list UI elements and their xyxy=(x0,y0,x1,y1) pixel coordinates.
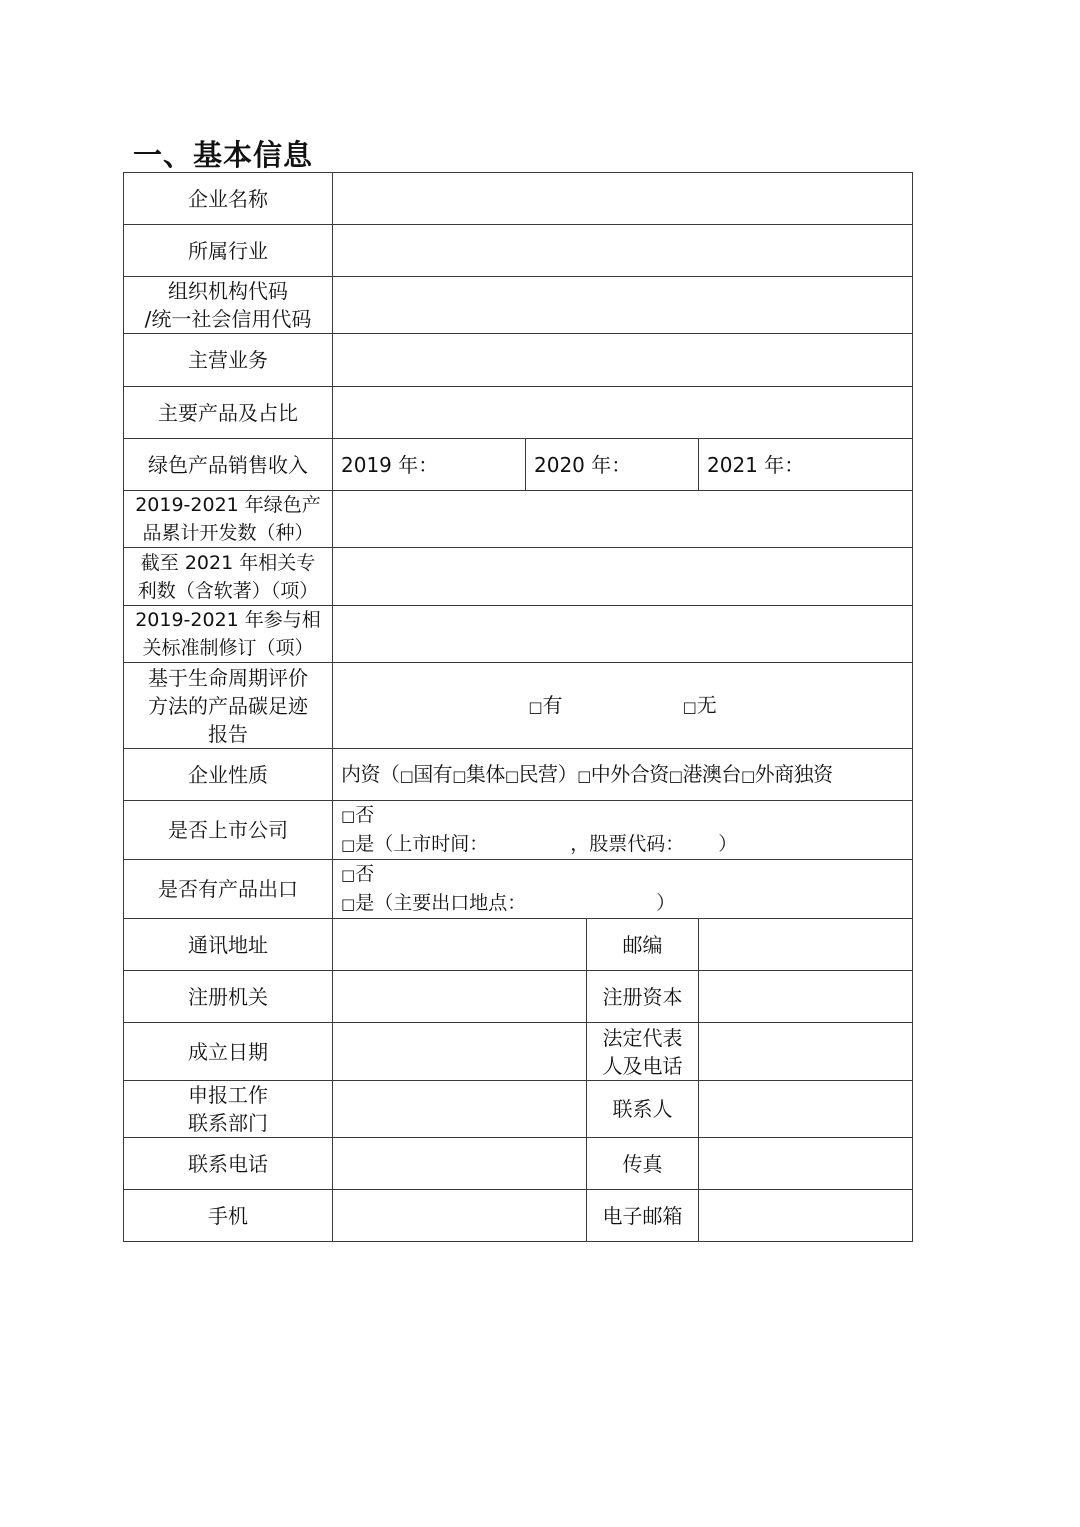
standards-field[interactable] xyxy=(333,606,913,663)
main-business-label: 主营业务 xyxy=(124,334,333,387)
patents-label-line1: 截至 2021 年相关专 xyxy=(140,551,316,574)
dept-label xyxy=(124,1081,333,1138)
checkbox-icon[interactable]: □ xyxy=(399,766,414,785)
phone-label: 联系电话 xyxy=(124,1138,333,1190)
nature-label: 企业性质 xyxy=(124,749,333,801)
row-green-sales xyxy=(124,439,913,491)
nature-jv-label: 中外合资 xyxy=(590,761,669,786)
main-business-field[interactable] xyxy=(333,334,913,387)
listed-label: 是否上市公司 xyxy=(124,801,333,860)
dept-label-line1: 申报工作 xyxy=(188,1083,268,1107)
fax-label: 传真 xyxy=(587,1138,699,1190)
standards-label-line2: 关标准制修订（项） xyxy=(142,637,314,659)
mobile-field[interactable] xyxy=(333,1190,587,1242)
patents-label-line2: 利数（含软著）（项） xyxy=(137,579,319,602)
checkbox-icon[interactable]: □ xyxy=(341,807,356,825)
postcode-label: 邮编 xyxy=(587,919,699,971)
org-code-label-line1: 组织机构代码 xyxy=(168,279,288,303)
postcode-field[interactable] xyxy=(699,919,913,971)
row-patents xyxy=(124,548,913,606)
row-mobile xyxy=(124,1190,913,1242)
checkbox-icon[interactable]: □ xyxy=(668,766,683,785)
row-standards xyxy=(124,606,913,663)
green-sales-2019-field[interactable]: 2019 年： xyxy=(333,439,526,491)
row-nature xyxy=(124,749,913,801)
nature-hmt-label: 港澳台 xyxy=(682,761,741,786)
row-registration xyxy=(124,971,913,1023)
checkbox-icon[interactable]: □ xyxy=(740,766,755,785)
stock-code-label: ，股票代码： xyxy=(570,833,685,855)
address-field[interactable] xyxy=(333,919,587,971)
company-name-field[interactable] xyxy=(333,173,913,225)
row-dept xyxy=(124,1081,913,1138)
reg-capital-field[interactable] xyxy=(699,971,913,1023)
mobile-label: 手机 xyxy=(124,1190,333,1242)
founded-label: 成立日期 xyxy=(124,1023,333,1081)
row-main-business xyxy=(124,334,913,387)
export-close-paren: ） xyxy=(656,892,676,914)
row-founded xyxy=(124,1023,913,1081)
row-company-name xyxy=(124,173,913,225)
checkbox-icon[interactable]: □ xyxy=(341,866,356,884)
nature-options xyxy=(333,749,913,801)
dept-field[interactable] xyxy=(333,1081,587,1138)
row-org-code xyxy=(124,277,913,334)
checkbox-icon[interactable]: □ xyxy=(452,766,466,785)
carbon-label-line3: 报告 xyxy=(208,721,248,746)
checkbox-icon[interactable]: □ xyxy=(577,766,591,785)
green-sales-2021-field[interactable]: 2021 年： xyxy=(699,439,913,491)
green-dev-label-line1: 2019-2021 年绿色产 xyxy=(135,494,321,516)
checkbox-icon[interactable]: □ xyxy=(528,697,543,716)
carbon-label xyxy=(124,663,333,749)
carbon-options xyxy=(333,663,913,749)
reg-authority-label: 注册机关 xyxy=(124,971,333,1023)
row-green-dev xyxy=(124,491,913,548)
nature-collective-label: 集体 xyxy=(465,761,505,786)
email-field[interactable] xyxy=(699,1190,913,1242)
reg-capital-label: 注册资本 xyxy=(587,971,699,1023)
standards-label xyxy=(124,606,333,663)
green-dev-label-line2: 品累计开发数（种） xyxy=(142,522,314,544)
checkbox-icon[interactable]: □ xyxy=(341,836,356,854)
standards-label-line1: 2019-2021 年参与相 xyxy=(135,609,321,631)
contact-person-field[interactable] xyxy=(699,1081,913,1138)
dept-label-line2: 联系部门 xyxy=(188,1111,268,1135)
legal-rep-field[interactable] xyxy=(699,1023,913,1081)
row-carbon-footprint xyxy=(124,663,913,749)
industry-field[interactable] xyxy=(333,225,913,277)
contact-person-label: 联系人 xyxy=(587,1081,699,1138)
carbon-label-line2: 方法的产品碳足迹 xyxy=(148,693,308,718)
carbon-no-label: 无 xyxy=(696,692,717,717)
nature-foreign-label: 外商独资 xyxy=(754,761,833,786)
carbon-yes-option[interactable] xyxy=(528,691,562,721)
row-main-products xyxy=(124,387,913,439)
industry-label: 所属行业 xyxy=(124,225,333,277)
checkbox-icon[interactable]: □ xyxy=(682,697,697,716)
basic-info-table xyxy=(123,172,913,1242)
nature-close-paren: ） xyxy=(557,761,578,786)
export-label: 是否有产品出口 xyxy=(124,860,333,919)
company-name-label: 企业名称 xyxy=(124,173,333,225)
org-code-label-line2: /统一社会信用代码 xyxy=(144,307,312,331)
row-listed xyxy=(124,801,913,860)
fax-field[interactable] xyxy=(699,1138,913,1190)
export-yes-label: 是（主要出口地点： xyxy=(355,892,527,914)
phone-field[interactable] xyxy=(333,1138,587,1190)
main-products-field[interactable] xyxy=(333,387,913,439)
legal-rep-label-line2: 人及电话 xyxy=(602,1053,683,1078)
org-code-label xyxy=(124,277,333,334)
nature-private-label: 民营 xyxy=(518,761,558,786)
reg-authority-field[interactable] xyxy=(333,971,587,1023)
nature-state-label: 国有 xyxy=(413,761,453,786)
listed-no-label: 否 xyxy=(355,804,375,826)
carbon-no-option[interactable] xyxy=(683,691,717,721)
legal-rep-label-line1: 法定代表 xyxy=(602,1025,683,1050)
listed-options xyxy=(333,801,913,860)
listed-close-paren: ） xyxy=(718,833,738,855)
legal-rep-label xyxy=(587,1023,699,1081)
export-options xyxy=(333,860,913,919)
patents-field[interactable] xyxy=(333,548,913,606)
green-dev-label xyxy=(124,491,333,548)
export-no-label: 否 xyxy=(355,863,375,885)
carbon-label-line1: 基于生命周期评价 xyxy=(148,665,308,690)
row-industry xyxy=(124,225,913,277)
row-address xyxy=(124,919,913,971)
nature-domestic-label: 内资（ xyxy=(341,761,400,786)
row-phone xyxy=(124,1138,913,1190)
founded-field[interactable] xyxy=(333,1023,587,1081)
listed-yes-label: 是（上市时间： xyxy=(355,833,489,855)
patents-label xyxy=(124,548,333,606)
checkbox-icon[interactable]: □ xyxy=(341,895,356,913)
row-export xyxy=(124,860,913,919)
section-title: 一、基本信息 xyxy=(133,138,314,172)
main-products-label: 主要产品及占比 xyxy=(124,387,333,439)
org-code-field[interactable] xyxy=(333,277,913,334)
checkbox-icon[interactable]: □ xyxy=(504,766,519,785)
address-label: 通讯地址 xyxy=(124,919,333,971)
green-sales-2020-field[interactable]: 2020 年： xyxy=(526,439,699,491)
carbon-yes-label: 有 xyxy=(542,692,563,717)
email-label: 电子邮箱 xyxy=(587,1190,699,1242)
green-dev-field[interactable] xyxy=(333,491,913,548)
green-sales-label: 绿色产品销售收入 xyxy=(124,439,333,491)
